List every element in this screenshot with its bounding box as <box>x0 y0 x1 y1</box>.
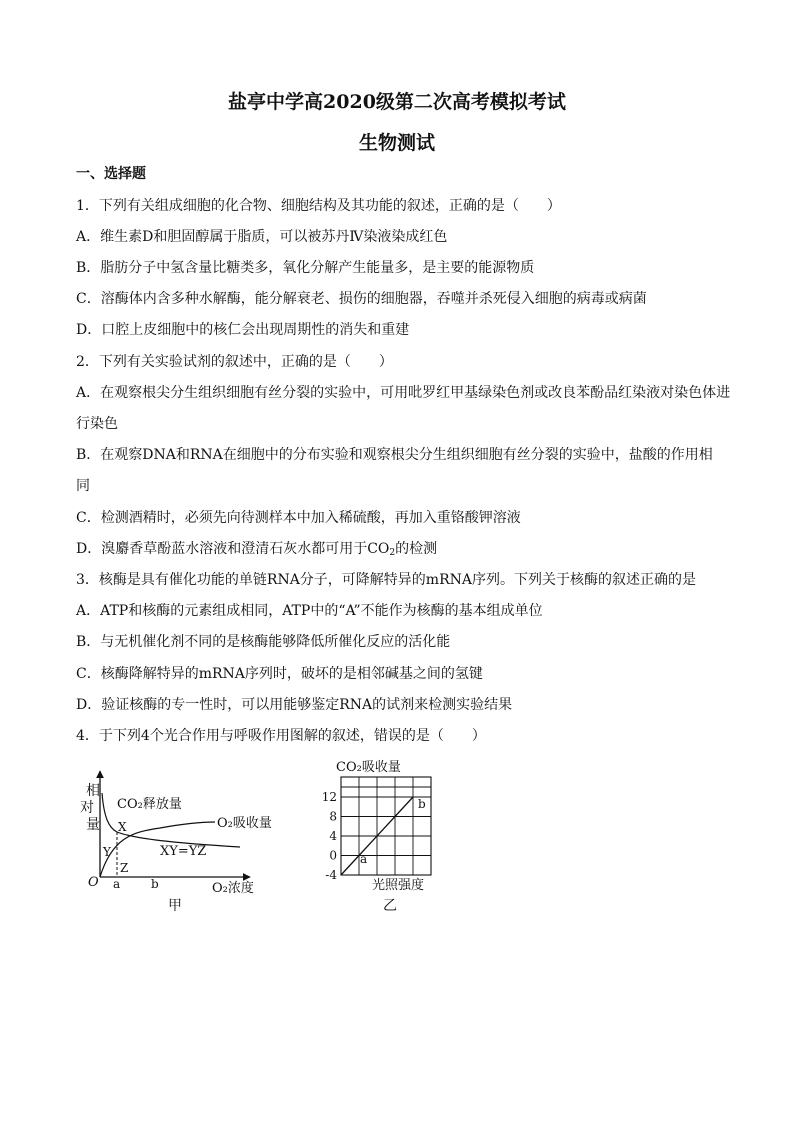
q3-option-c: C．核酶降解特异的mRNA序列时，破坏的是相邻碱基之间的氢键 <box>76 666 483 682</box>
yi-point-b-label: b <box>418 797 426 811</box>
q3-option-a: A．ATP和核酶的元素组成相同，ATP中的“A”不能作为核酶的基本组成单位 <box>76 603 543 619</box>
co2-release-label: CO₂释放量 <box>117 797 182 812</box>
q2-stem: 2．下列有关实验试剂的叙述中，正确的是（ ） <box>76 354 393 370</box>
jia-ylabel-char-2: 对 <box>80 800 94 816</box>
q2-option-c: C．检测酒精时，必须先向待测样本中加入稀硫酸，再加入重铬酸钾溶液 <box>76 510 521 526</box>
yi-ytick-12: 12 <box>321 790 337 804</box>
jia-xlabel: O₂浓度 <box>212 881 254 896</box>
point-x-label: X <box>118 820 127 834</box>
figure-jia-caption: 甲 <box>168 898 182 914</box>
o2-absorption-label: O₂吸收量 <box>217 816 272 831</box>
point-y-label: Y <box>103 845 111 859</box>
section-label: 一、选择题 <box>76 166 146 182</box>
q3-stem: 3．核酶是具有催化功能的单链RNA分子，可降解特异的mRNA序列。下列关于核酶的叙述正确的是 <box>76 572 696 588</box>
q4-stem: 4．于下列4个光合作用与呼吸作用图解的叙述，错误的是（ ） <box>76 728 486 744</box>
q1-option-c: C．溶酶体内含多种水解酶，能分解衰老、损伤的细胞器，吞噬并杀死侵入细胞的病毒或病菌 <box>76 291 647 307</box>
jia-tick-a: a <box>113 877 121 891</box>
point-z-label: Z <box>120 861 129 875</box>
exam-title: 盐亭中学高2020级第二次高考模拟考试 <box>228 91 566 113</box>
yi-ytick-0: 0 <box>329 848 337 863</box>
q2-option-a-line1: A．在观察根尖分生组织细胞有丝分裂的实验中，可用吡罗红甲基绿染色剂或改良苯酚品红染液对染色体进 <box>76 385 731 401</box>
q2-option-b-line1: B．在观察DNA和RNA在细胞中的分布实验和观察根尖分生组织细胞有丝分裂的实验中，盐酸的作用相 <box>76 447 713 463</box>
q2-option-b-line2: 同 <box>76 478 90 494</box>
q3-option-d: D．验证核酶的专一性时，可以用能够鉴定RNA的试剂来检测实验结果 <box>76 697 513 713</box>
q1-option-a: A．维生素D和胆固醇属于脂质，可以被苏丹Ⅳ染液染成红色 <box>76 229 448 245</box>
figure-jia <box>80 771 272 914</box>
exam-subtitle: 生物测试 <box>358 132 435 154</box>
yi-xlabel: 光照强度 <box>372 878 425 893</box>
jia-ylabel-char-3: 量 <box>86 817 100 833</box>
yi-point-a-label: a <box>360 852 368 866</box>
yi-ytick-minus4: -4 <box>325 868 337 882</box>
jia-ylabel-char-1: 相 <box>86 783 100 799</box>
q2-option-d: D．溴麝香草酚蓝水溶液和澄清石灰水都可用于$CO_2$的检测 <box>76 541 438 558</box>
q2-option-a-line2: 行染色 <box>76 416 118 432</box>
q1-stem: 1．下列有关组成细胞的化合物、细胞结构及其功能的叙述，正确的是（ ） <box>76 198 561 214</box>
q1-option-d: D．口腔上皮细胞中的核仁会出现周期性的消失和重建 <box>76 322 410 338</box>
figure-yi-caption: 乙 <box>383 898 397 914</box>
q1-option-b: B．脂肪分子中氢含量比糖类多，氧化分解产生能量多，是主要的能源物质 <box>76 260 535 276</box>
yi-ylabel: CO₂吸收量 <box>336 760 401 775</box>
jia-tick-b: b <box>151 877 159 891</box>
yi-ytick-8: 8 <box>329 809 337 824</box>
jia-origin-label: O <box>88 875 99 890</box>
figure-yi <box>322 759 431 914</box>
yi-ytick-4: 4 <box>329 829 337 843</box>
xy-equals-yz-equation: XY=YZ <box>160 844 207 859</box>
q3-option-b: B．与无机催化剂不同的是核酶能够降低所催化反应的活化能 <box>76 634 451 650</box>
